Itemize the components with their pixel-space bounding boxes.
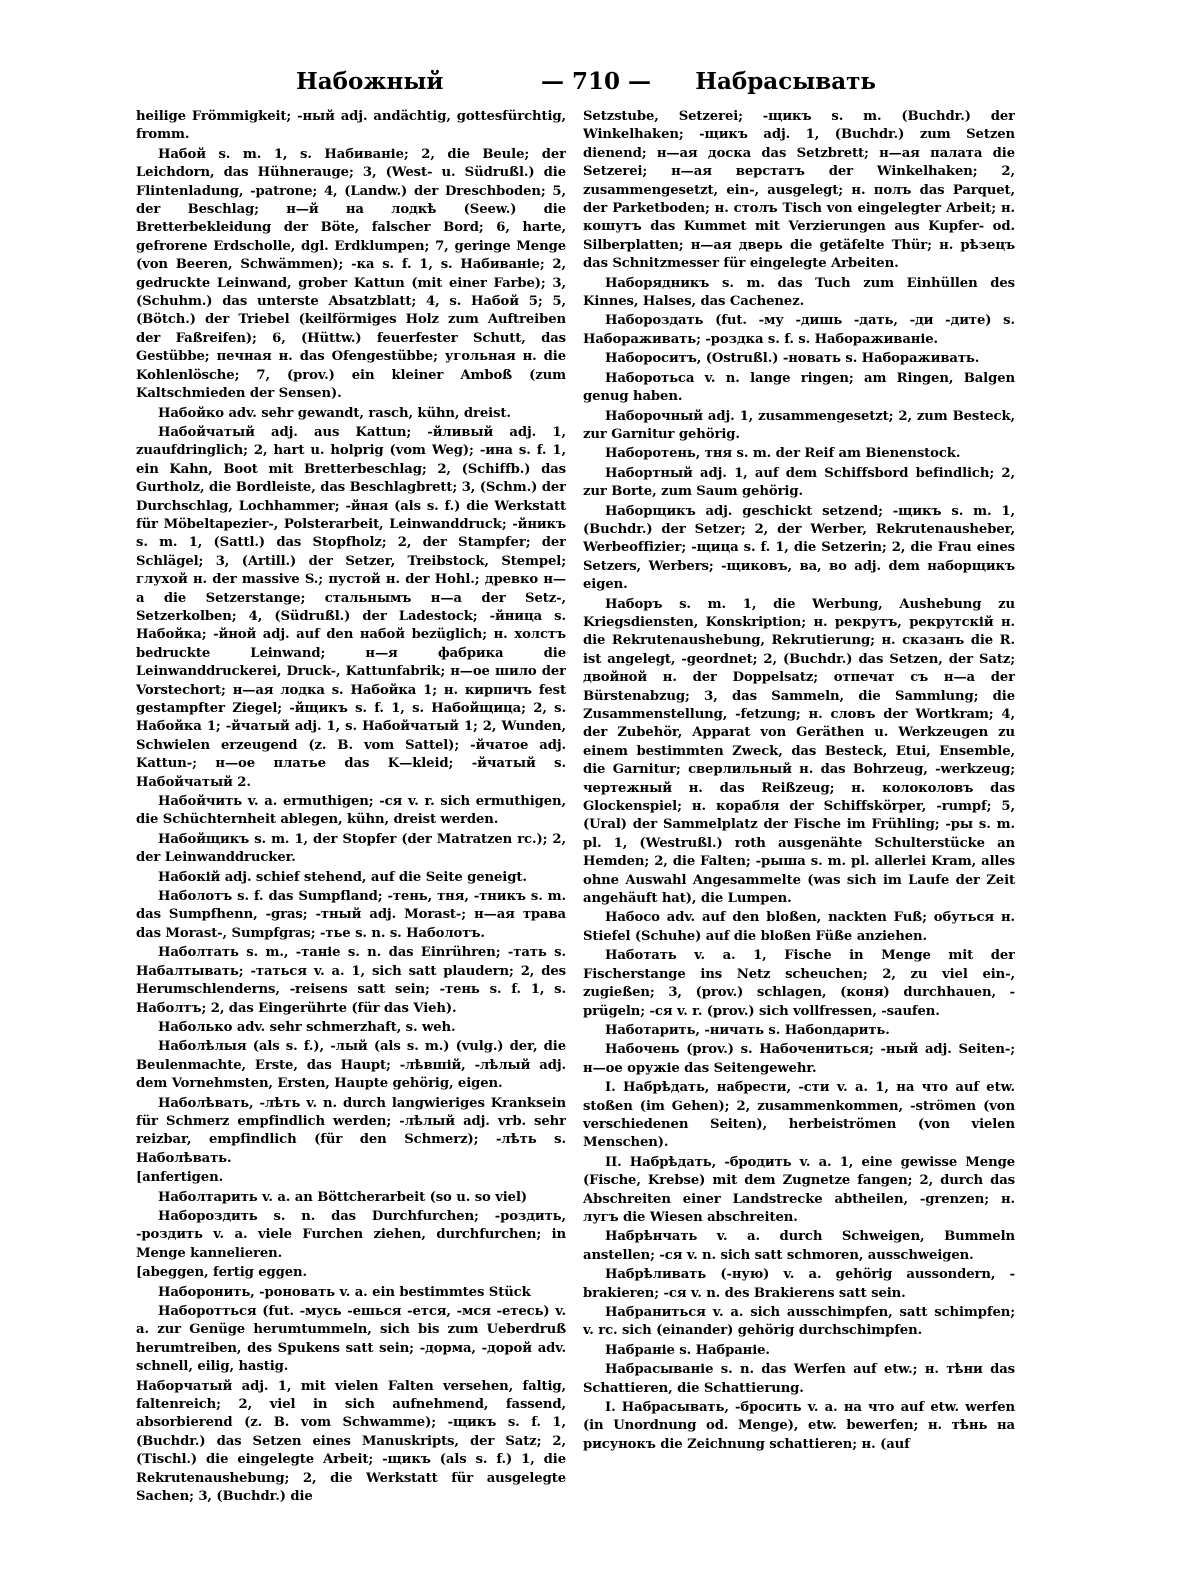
dictionary-entry: I. Набрасывать, -бросить v. a. на что auf etw. werfen (in Unordnung od. Menge), etw. bewerfen; н. тѣнь на рисунокъ die Zeichnung schattieren; н. (auf: [583, 1400, 1015, 1452]
dictionary-entry: Setzstube, Setzerei; -щикъ s. m. (Buchdr.) der Winkelhaken; -щикъ adj. 1, (Buchdr.) zum Setzen dienend; н—ая доска das Setzbrett; н—ая палата die Setzerei; н—ая верстатъ der Winkelhaken; 2, zusammengesetzt, ein-, ausgelegt; н. полъ das Parquet, der Parketboden; н. столъ Tisch von eingelegter Arbeit; н. кошутъ das Kummet mit Verzierungen aus Kupfer- od. Silberplatten; н—ая дверь die getäfelte Thür; н. рѣзецъ das Schnitzmesser für eingelegte Arbeiten.: [583, 109, 1015, 272]
page-header: [136, 68, 1016, 102]
dictionary-entry: Наболтать s. m., -таніе s. n. das Einrühren; -тать s. Набалтывать; -таться v. a. 1, sich satt plaudern; 2, des Herumschlenderns, -reisens satt sein; -тень s. f. 1, s. Наболтъ; 2, das Eingerührte (für das Vieh).: [136, 945, 566, 1016]
dictionary-entry: Наборотьса v. n. lange ringen; am Ringen, Balgen genug haben.: [583, 370, 1015, 405]
header-right-word: Набрасывать: [695, 68, 876, 95]
dictionary-entry: Наботать v. a. 1, Fische in Menge mit der Fischerstange ins Netz scheuchen; 2, zu viel ein-, zugießen; 3, (prov.) schlagen, (коня) durchhauen, -prügeln; -ся v. r. (prov.) sich vollfressen, -saufen.: [583, 948, 1015, 1019]
column-divider: [574, 108, 575, 1518]
dictionary-entry: Набосо adv. auf den bloßen, nackten Fuß; обуться н. Stiefel (Schuhe) auf die bloßen Füße anziehen.: [583, 910, 1015, 944]
dictionary-entry: Набойчатый adj. aus Kattun; -йливый adj. 1, zuaufdringlich; 2, hart u. holprig (vom Weg); -ина s. f. 1, ein Kahn, Boot mit Bretterbeschlag; 2, (Schiffb.) das Gurtholz, die Bordleiste, das Beschlagbrett; 3, (Schm.) der Durchschlag, Lochhammer; -йная (als s. f.) die Werkstatt für Möbeltapezier-, Polsterarbeit, Leinwanddruck; -йникъ s. m. 1, (Sattl.) das Stopfholz; 2, der Stampfer; der Schlägel; 3, (Artill.) der Setzer, Treibstock, Stempel; глухой н. der massive S.; пустой н. der Hohl.; древко н—а die Setzerstange; стальнымъ н—а der Setz-, Setzerkolben; 4, (Südrußl.) der Ladestock; -йница s. Набойка; -йной adj. auf den набой bezüglich; н. холстъ bedruckte Leinwand; н—я фабрика die Leinwanddruckerei, Druck-, Kattunfabrik; н—ое шило der Vorstechort; н—ая лодка s. Набойка 1; н. кирпичъ fest gestampfter Ziegel; -йщикъ s. f. 1, s. Набойщица; 2, s. Набойка 1; -йчатый adj. 1, s. Набойчатый 1; 2, Wunden, Schwielen erzeugend (z. B. vom Sattel); -йчатое adj. Kattun-; н—ое платье das K—kleid; -йчатый s. Набойчатый 2.: [136, 424, 566, 790]
left-column: [136, 108, 566, 1518]
dictionary-entry: Набороситъ, (Ostrußl.) -новать s. Набораживать.: [605, 351, 980, 367]
dictionary-entry: Наборчатый adj. 1, mit vielen Falten versehen, faltig, faltenreich; 2, viel in sich aufnehmend, fassend, absorbierend (z. B. vom Schwamme); -щикъ s. f. 1, (Buchdr.) das Setzen eines Manuskripts, der Satz; 2, (Tischl.) die eingelegte Arbeit; -щикъ (als s. f.) 1, die Rekrutenaushebung; 2, die Werkstatt für ausgelegte Sachen; 3, (Buchdr.) die: [136, 1378, 566, 1505]
dictionary-entry: Наболѣвать, -лѣть v. n. durch langwieriges Kranksein für Schmerz empfindlich werden; -лѣлый adj. vrb. sehr reizbar, empfindlich (für den Schmerz); -лѣть s. Наболѣвать.: [136, 1095, 566, 1166]
dictionary-entry: Набороздать (fut. -му -дишь -дать, -ди -дите) s. Набораживать; -роздка s. f. s. Набораживаніе.: [583, 313, 1015, 347]
dictionary-entry: Набраніе s. Набраніе.: [605, 1342, 770, 1358]
page-number: — 710 —: [540, 68, 652, 95]
dictionary-entry: Набраниться v. a. sich ausschimpfen, satt schimpfen; v. rc. sich (einander) gehörig durchschimpfen.: [583, 1305, 1015, 1339]
dictionary-entry: Наборочный adj. 1, zusammengesetzt; 2, zum Besteck, zur Garnitur gehörig.: [583, 408, 1015, 442]
dictionary-entry: heilige Frömmigkeit; -ный adj. andächtig, gottesfürchtig, fromm.: [136, 109, 566, 143]
dictionary-entry: Наборонить, -роновать v. a. ein bestimmtes Stück: [158, 1284, 531, 1300]
dictionary-entry: Набрасываніе s. n. das Werfen auf etw.; н. тѣни das Schattieren, die Schattierung.: [583, 1362, 1015, 1396]
dictionary-entry: Набойчить v. a. ermuthigen; -ся v. r. sich ermuthigen, die Schüchternheit ablegen, kühn, dreist werden.: [136, 794, 566, 828]
header-left-word: Набожный: [296, 68, 444, 95]
dictionary-entry: I. Набрѣдать, набрести, -сти v. a. 1, на что auf etw. stoßen (im Gehen); 2, zusammenkommen, -strömen (von verschiedenen Seiten), herbeiströmen (von vielen Menschen).: [583, 1080, 1015, 1151]
dictionary-entry: Наболотъ s. f. das Sumpfland; -тень, тня, -тникъ s. m. das Sumpfhenn, -gras; -тный adj. Morast-; н—ая трава das Morast-, Sumpfgras; -тье s. n. s. Наболотъ.: [136, 889, 566, 941]
dictionary-entry: Наболько adv. sehr schmerzhaft, s. weh.: [158, 1019, 456, 1035]
dictionary-entry: Набочень (prov.) s. Набочениться; -ный adj. Seiten-; н—ое оружіе das Seitengewehr.: [583, 1042, 1015, 1076]
dictionary-entry: Набрѣнчать v. a. durch Schweigen, Bummeln anstellen; -ся v. n. sich satt schmoren, ausschweigen.: [583, 1229, 1015, 1263]
dictionary-entry: Наболѣлыя (als s. f.), -лый (als s. m.) (vulg.) der, die Beulenmachte, Erste, das Haupt; -лѣвшій, -лѣлый adj. dem Vornehmsten, Ersten, Haupte gehörig, eigen.: [136, 1039, 566, 1092]
dictionary-entry: [anfertigen.: [136, 1170, 224, 1186]
dictionary-entry: Наборотться (fut. -мусь -ешься -ется, -мся -етесь) v. a. zur Genüge herumtummeln, sich bis zum Ueberdruß herumtreiben, des Spukens satt sein; -дорма, -дорой adv. schnell, eilig, hastig.: [136, 1304, 566, 1375]
dictionary-entry: Наборядникъ s. m. das Tuch zum Einhüllen des Kinnes, Halses, das Cachenez.: [583, 275, 1015, 310]
dictionary-entry: Наборщикъ adj. geschickt setzend; -щикъ s. m. 1, (Buchdr.) der Setzer; 2, der Werber, Rekrutenausheber, Werbeoffizier; -щица s. f. 1, die Setzerin; 2, die Frau eines Setzers, Werbers; -щиковъ, ва, во adj. dem наборщикъ eigen.: [583, 503, 1015, 593]
dictionary-entry: Набокій adj. schief stehend, auf die Seite geneigt.: [158, 869, 527, 885]
dictionary-entry: Набороздить s. n. das Durchfurchen; -роздить, -роздить v. a. viele Furchen ziehen, durchfurchen; in Menge kannelieren.: [136, 1208, 566, 1261]
dictionary-entry: Набойщикъ s. m. 1, der Stopfer (der Matratzen rc.); 2, der Leinwanddrucker.: [136, 831, 566, 866]
dictionary-entry: Наболтарить v. a. an Böttcherarbeit (so u. so viel): [158, 1189, 528, 1205]
dictionary-entry: [abeggen, fertig eggen.: [136, 1265, 308, 1281]
dictionary-entry: Набой s. m. 1, s. Набиваніе; 2, die Beule; der Leichdorn, das Hühnerauge; 3, (West- u. Südrußl.) die Flintenladung, -patrone; 4, (Landw.) der Dreschboden; 5, der Beschlag; н—й на лодкѣ (Seew.) die Bretterbekleidung der Böte, falscher Bord; 6, harte, gefrorene Erdscholle, dgl. Erdklumpen; 7, geringe Menge (von Beeren, Schwämmen); -ка s. f. 1, s. Набиваніе; 2, gedruckte Leinwand, grober Kattun (mit einer Farbe); 3, (Schuhm.) das unterste Absatzblatt; 4, s. Набой 5; 5, (Bötch.) der Triebel (keilförmiges Holz zum Auftreiben der Faßreifen); 6, (Hüttw.) feuerfester Schutt, das Gestübbe; печная н. das Ofengestübbe; угольная н. die Kohlenlösche; 7, (prov.) ein kleiner Amboß (zum Kaltschmieden der Sensen).: [136, 146, 566, 402]
right-column: [583, 108, 1015, 1518]
dictionary-entry: II. Набрѣдать, -бродить v. a. 1, eine gewisse Menge (Fische, Krebse) mit dem Zugnetze fangen; 2, durch das Abschreiten einer Landstrecke abtheilen, -grenzen; н. лугъ die Wiesen abschreiten.: [583, 1154, 1015, 1225]
dictionary-entry: Набойко adv. sehr gewandt, rasch, kühn, dreist.: [158, 405, 511, 421]
dictionary-entry: Наборъ s. m. 1, die Werbung, Aushebung zu Kriegsdiensten, Konskription; н. рекрутъ, рекрутскій н. die Rekrutenaushebung, Rekrutierung; н. сказанъ die R. ist angelegt, -geordnet; 2, (Buchdr.) das Setzen, der Satz; двойной н. der Doppelsatz; отпечат съ н—а der Bürstenabzug; 3, das Sammeln, die Sammlung; die Zusammenstellung, -fetzung; н. словъ der Wortkram; 4, der Zubehör, Apparat von Geräthen u. Werkzeugen zu einem bestimmten Zweck, das Besteck, Etui, Ensemble, die Garnitur; сверлильный н. das Bohrzeug, -werkzeug; чертежный н. das Reißzeug; н. колоколовъ das Glockenspiel; н. корабля der Schiffskörper, -rumpf; 5, (Ural) der Sammelplatz der Fische im Frühling; -ры s. m. pl. 1, (Westrußl.) roth ausgenähte Schulterstücke an Hemden; 2, die Falten; -рыша s. m. pl. allerlei Kram, alles ohne Auswahl Angesammelte (was sich im Laufe der Zeit angehäuft hat), die Lumpen.: [583, 596, 1015, 907]
dictionary-entry: Набрѣливать (-ную) v. a. gehörig aussondern, -brakieren; -ся v. n. des Brakierens satt sein.: [583, 1267, 1015, 1301]
dictionary-entry: Наборотень, тня s. m. der Reif am Bienenstock.: [605, 446, 961, 462]
dictionary-entry: Наботарить, -ничать s. Набоnдарить.: [605, 1022, 890, 1038]
dictionary-entry: Набортный adj. 1, auf dem Schiffsbord befindlich; 2, zur Borte, zum Saum gehörig.: [583, 465, 1015, 500]
